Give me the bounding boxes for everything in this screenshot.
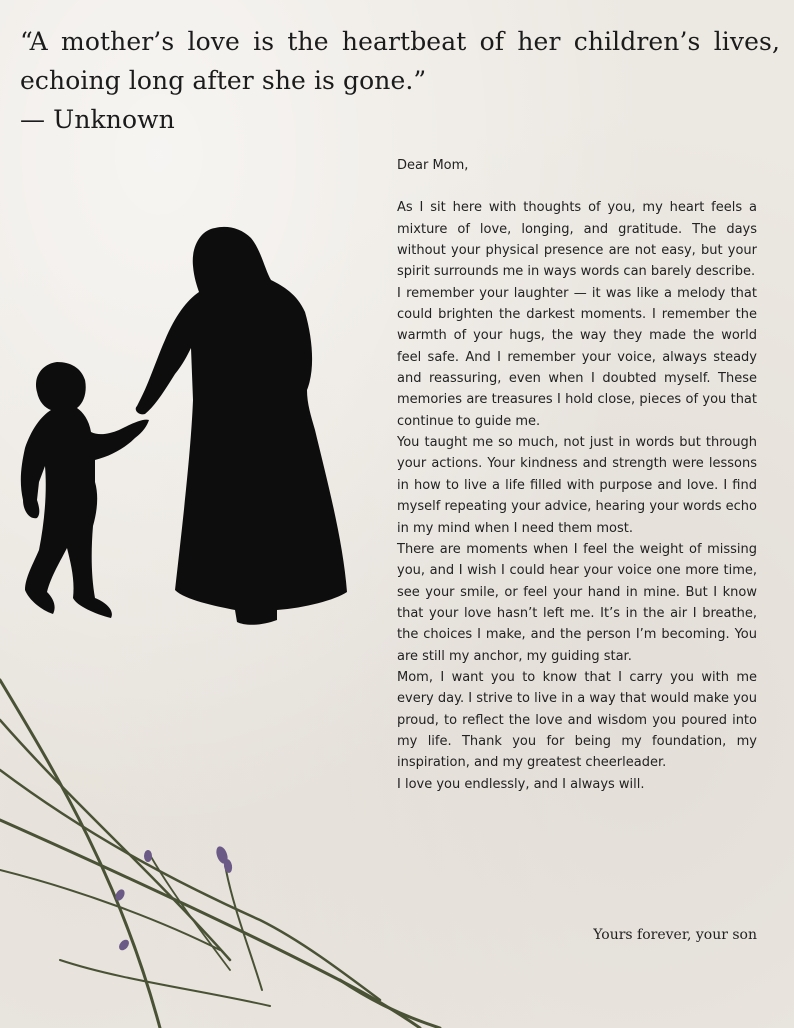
lavender-decoration [0, 660, 460, 1028]
mother-son-silhouette [15, 220, 355, 640]
letter-body [397, 155, 757, 795]
lavender-flower [117, 938, 131, 952]
letter-paragraph: As I sit here with thoughts of you, my heart feels a mixture of love, longing, and gratitude. The days without your physical presence are not easy, but your spirit surrounds me in ways words can barely describe. [397, 200, 757, 280]
mother-silhouette [136, 227, 347, 625]
lavender-stem [0, 680, 160, 1028]
letter-paragraph: I love you endlessly, and I always will. [397, 776, 645, 792]
lavender-stem [226, 870, 262, 990]
letter-signoff: Yours forever, your son [593, 927, 757, 943]
lavender-stem [60, 960, 270, 1006]
letter-paragraph: I remember your laughter — it was like a melody that could brighten the darkest moments. I remember the warmth of your hugs, the way they made the world feel safe. And I remember your voice, always steady and reassuring, even when I doubted myself. These memories are treasures I hold close, pieces of you that continue to guide me. [397, 285, 757, 429]
quote-line-2: echoing long after she is gone.” [20, 66, 427, 95]
lavender-stem [0, 820, 420, 1028]
letter-greeting: Dear Mom, [397, 158, 469, 173]
quote-block [20, 22, 780, 139]
child-silhouette [21, 362, 149, 618]
lavender-flower [144, 850, 152, 862]
letter-paragraph: Mom, I want you to know that I carry you with me every day. I strive to live in a way that would make you proud, to reflect the love and wisdom you poured into my life. Thank you for being my foundation, my inspiration, and my greatest cheerleader. [397, 669, 757, 771]
letter-paragraph: You taught me so much, not just in words but through your actions. Your kindness and strength were lessons in how to live a life filled with purpose and love. I find myself repeating your advice, hearing your words echo in my mind when I need them most. [397, 435, 757, 536]
quote-attribution: — Unknown [20, 105, 175, 134]
letter-paragraph: There are moments when I feel the weight of missing you, and I wish I could hear your voice one more time, see your smile, or feel your hand in mine. But I know that your love hasn’t left me. It’s in the air I breathe, the choices I make, and the person I’m becoming. You are still my anchor, my guiding star. [397, 541, 757, 664]
quote-line-1: “A mother’s love is the heartbeat of her children’s lives, [20, 27, 780, 56]
